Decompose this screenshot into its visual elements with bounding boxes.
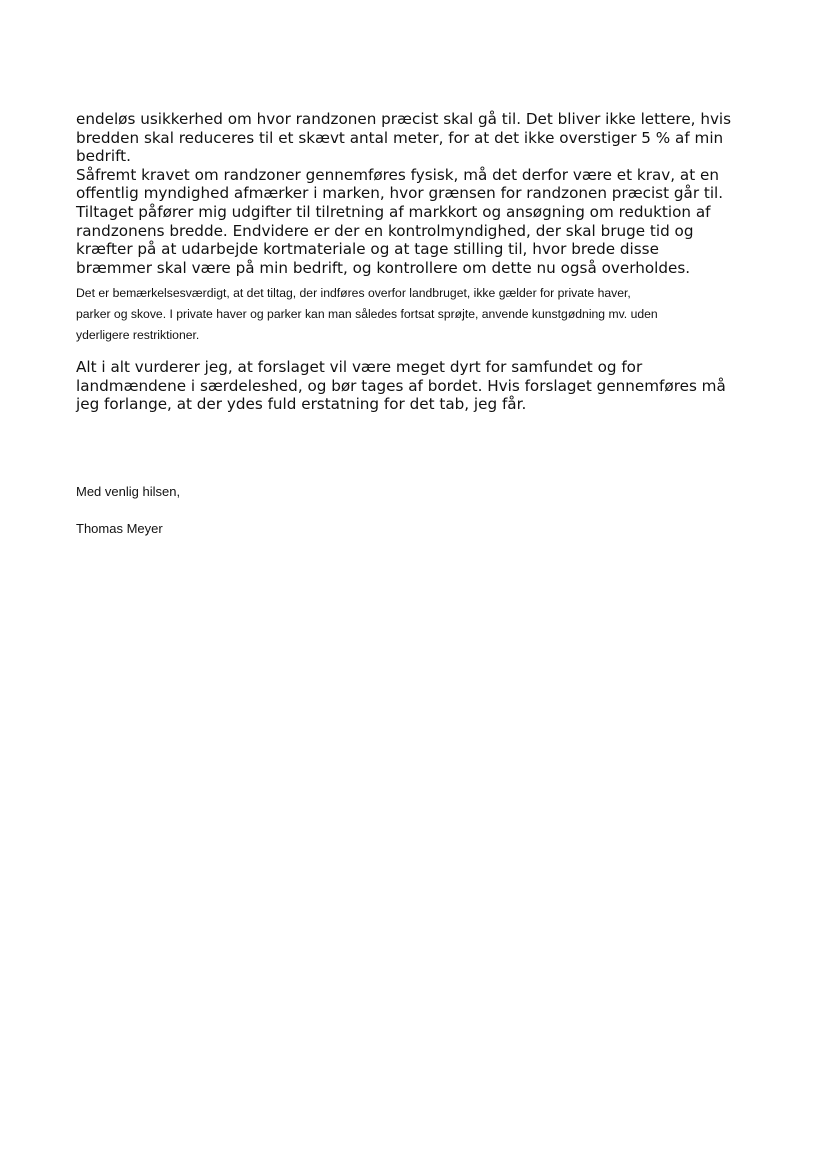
text-line: Det er bemærkelsesværdigt, at det tiltag, der indføres overfor landbruget, ikke gælder for private haver, [76, 286, 631, 300]
text-line: bræmmer skal være på min bedrift, og kontrollere om dette nu også overholdes. [76, 258, 691, 277]
text-line: randzonens bredde. Endvidere er der en kontrolmyndighed, der skal bruge tid og [76, 221, 694, 240]
text-line: landmændene i særdeleshed, og bør tages af bordet. Hvis forslaget gennemføres må [76, 376, 726, 395]
remark-paragraph [76, 283, 776, 346]
text-line: Alt i alt vurderer jeg, at forslaget vil være meget dyrt for samfundet og for [76, 358, 643, 376]
text-line: offentlig myndighed afmærker i marken, hvor grænsen for randzonen præcist går til. [76, 184, 724, 203]
text-line: jeg forlange, at der ydes fuld erstatning for det tab, jeg får. [76, 395, 527, 414]
text-line: Tiltaget påfører mig udgifter til tilretning af markkort og ansøgning om reduktion af [76, 202, 711, 221]
text-line: bredden skal reduceres til et skævt antal meter, for at det ikke overstiger 5 % af min [76, 128, 724, 147]
text-line: yderligere restriktioner. [76, 328, 200, 342]
signature-name: Thomas Meyer [76, 521, 163, 536]
text-line: endeløs usikkerhed om hvor randzonen præcist skal gå til. Det bliver ikke lettere, hvis [76, 110, 732, 128]
text-line: Såfremt kravet om randzoner gennemføres fysisk, må det derfor være et krav, at en [76, 165, 719, 184]
text-line: bedrift. [76, 147, 131, 166]
closing-greeting: Med venlig hilsen, [76, 484, 181, 499]
text-line: parker og skove. I private haver og parker kan man således fortsat sprøjte, anvende kunstgødning mv. uden [76, 307, 658, 321]
body-paragraph [76, 110, 776, 277]
text-line: kræfter på at udarbejde kortmateriale og at tage stilling til, hvor brede disse [76, 240, 659, 259]
conclusion-paragraph [76, 358, 776, 414]
